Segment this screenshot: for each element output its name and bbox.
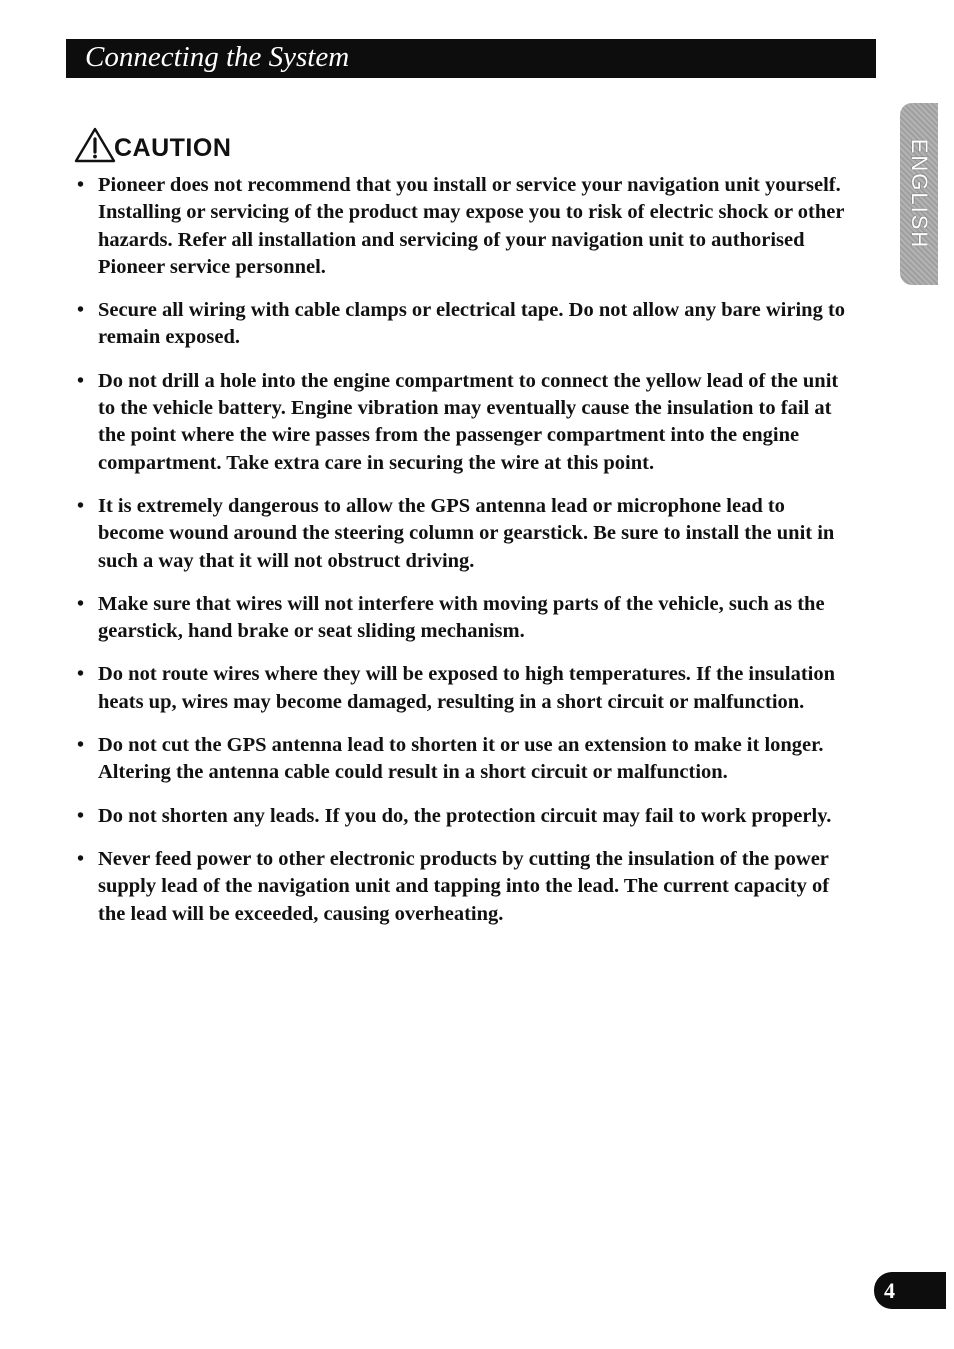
caution-label: CAUTION xyxy=(114,134,232,162)
language-tab xyxy=(900,103,938,285)
list-item-text: Do not route wires where they will be exposed to high temperatures. If the insulation heats up, wires may become damaged, resulting in a short circuit or malfunction. xyxy=(98,663,836,713)
bullet-icon: • xyxy=(77,847,85,870)
language-label: ENGLISH xyxy=(907,138,932,250)
list-item xyxy=(74,732,854,787)
page-title: Connecting the System xyxy=(85,41,350,73)
list-item-text: Do not drill a hole into the engine compartment to connect the yellow lead of the unit to the vehicle battery. Engine vibration may eventually cause the insulation to fail at the point where the wire passes from the passenger compartment into the engine compartment. Take extra care in securing the wire at this point. xyxy=(98,369,839,474)
bullet-icon: • xyxy=(77,734,85,757)
list-item-text: Do not cut the GPS antenna lead to shorten it or use an extension to make it longer. Altering the antenna cable could result in a short circuit or malfunction. xyxy=(98,734,824,784)
list-item-text: Pioneer does not recommend that you install or service your navigation unit yourself. Installing or servicing of the product may expose you to risk of electric shock or other hazards. Refer all installation and servicing of your navigation unit to authorised Pioneer service personnel. xyxy=(98,174,845,278)
bullet-icon: • xyxy=(77,804,85,827)
page-number-badge xyxy=(874,1272,946,1309)
list-item-text: Make sure that wires will not interfere with moving parts of the vehicle, such as the gearstick, hand brake or seat sliding mechanism. xyxy=(98,592,825,643)
warning-triangle-icon xyxy=(74,127,116,163)
list-item-text: It is extremely dangerous to allow the GPS antenna lead or microphone lead to become wound around the steering column or gearstick. Be sure to install the unit in such a way that it will not obstruct driving. xyxy=(98,494,835,572)
list-item-text: Never feed power to other electronic products by cutting the insulation of the power supply lead of the navigation unit and tapping into the lead. The current capacity of the lead will be exceeded, causing overheating. xyxy=(98,847,830,925)
list-item xyxy=(74,803,854,830)
list-item xyxy=(74,591,854,646)
bullet-icon: • xyxy=(77,174,85,196)
bullet-icon: • xyxy=(77,663,85,686)
bullet-icon: • xyxy=(77,592,85,615)
list-item xyxy=(74,172,854,281)
list-item xyxy=(74,493,854,575)
list-item xyxy=(74,368,854,477)
list-item xyxy=(74,661,854,716)
section-title-bar xyxy=(66,39,876,78)
list-item-text: Do not shorten any leads. If you do, the protection circuit may fail to work properly. xyxy=(98,804,832,827)
bullet-icon: • xyxy=(77,299,85,322)
caution-heading xyxy=(74,121,231,163)
list-item-text: Secure all wiring with cable clamps or electrical tape. Do not allow any bare wiring to remain exposed. xyxy=(98,299,846,349)
caution-list xyxy=(74,172,854,944)
bullet-icon: • xyxy=(77,369,85,392)
page-number: 4 xyxy=(884,1278,895,1303)
bullet-icon: • xyxy=(77,494,85,517)
list-item xyxy=(74,297,854,352)
list-item xyxy=(74,846,854,928)
